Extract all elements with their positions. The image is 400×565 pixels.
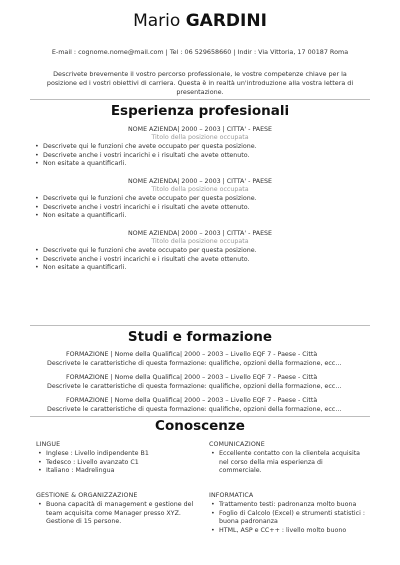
- list-item: • Non esitate a quantificarli.: [33, 212, 257, 221]
- divider: [30, 325, 370, 326]
- list-item: • Inglese : Livello indipendente B1: [36, 450, 194, 459]
- communication-list: [209, 450, 367, 476]
- skill-heading-communication: COMUNICAZIONE: [209, 441, 265, 448]
- list-item: • Non esitate a quantificarli.: [33, 160, 257, 169]
- job-heading: NOME AZIENDA| 2000 – 2003 | CITTA' - PAESE: [127, 178, 273, 185]
- management-list: [36, 501, 194, 527]
- education-heading: FORMAZIONE | Nome della Qualifica| 2000 – 2003 – Livello EQF 7 - Paese - Città: [66, 397, 318, 404]
- education-description: Descrivete le caratteristiche di questa formazione: qualifiche, opzioni della formazione, ecc…: [47, 360, 342, 367]
- list-item: • Descrivete anche i vostri incarichi e i risultati che avete ottenuto.: [33, 204, 257, 213]
- divider: [30, 99, 370, 100]
- skill-heading-languages: LINGUE: [36, 441, 61, 448]
- job-bullets: [33, 195, 257, 221]
- section-title-education: Studi e formazione: [127, 329, 273, 345]
- list-item: • Descrivete qui le funzioni che avete occupato per questa posizione.: [33, 195, 257, 204]
- list-item: • Descrivete anche i vostri incarichi e i risultati che avete ottenuto.: [33, 256, 257, 265]
- education-heading: FORMAZIONE | Nome della Qualifica| 2000 – 2003 – Livello EQF 7 - Paese - Città: [66, 374, 318, 381]
- job-position: Titolo della posizione occupata: [151, 186, 249, 193]
- candidate-name: [0, 10, 400, 32]
- section-title-experience: Esperienza profesionali: [110, 103, 290, 119]
- job-position: Titolo della posizione occupata: [151, 238, 249, 245]
- job-heading: NOME AZIENDA| 2000 – 2003 | CITTA' - PAESE: [127, 126, 273, 133]
- skill-heading-management: GESTIONE & ORGANIZZAZIONE: [36, 492, 138, 499]
- job-heading: NOME AZIENDA| 2000 – 2003 | CITTA' - PAESE: [127, 230, 273, 237]
- list-item: • Italiano : Madrelingua: [36, 467, 194, 476]
- list-item: • Buona capacità di management e gestione del team acquisita come Manager presso XYZ. Gestione di 15 persone.: [36, 501, 194, 527]
- education-description: Descrivete le caratteristiche di questa formazione: qualifiche, opzioni della formazione, ecc…: [47, 383, 342, 390]
- list-item: • Eccellente contatto con la clientela acquisita nel corso della mia esperienza di commerciale.: [209, 450, 367, 476]
- list-item: • Descrivete qui le funzioni che avete occupato per questa posizione.: [33, 247, 257, 256]
- list-item: • Non esitate a quantificarli.: [33, 264, 257, 273]
- job-bullets: [33, 143, 257, 169]
- languages-list: [36, 450, 194, 476]
- skill-heading-it: INFORMATICA: [209, 492, 254, 499]
- list-item: • Foglio di Calcolo (Excel) e strumenti statistici : buona padronanza: [209, 510, 367, 527]
- divider: [30, 416, 370, 417]
- it-list: [209, 501, 367, 535]
- last-name: GARDINI: [185, 11, 267, 31]
- list-item: • Descrivete anche i vostri incarichi e i risultati che avete ottenuto.: [33, 152, 257, 161]
- first-name: Mario: [133, 11, 181, 31]
- section-title-skills: Conoscenze: [155, 418, 245, 434]
- list-item: • Descrivete qui le funzioni che avete occupato per questa posizione.: [33, 143, 257, 152]
- professional-summary: Descrivete brevemente il vostro percorso professionale, le vostre competenze chiave per la posizione ed i vostri obiettivi di carriera. Questa è in realtà un'introduzione alla vostra lettera di presentazione.: [46, 70, 354, 96]
- contact-line: E-mail : cognome.nome@mail.com | Tel : 06 529658660 | Indir : Via Vittoria, 17 00187 Roma: [51, 48, 349, 56]
- education-description: Descrivete le caratteristiche di questa formazione: qualifiche, opzioni della formazione, ecc…: [47, 406, 342, 413]
- list-item: • Trattamento testi: padronanza molto buona: [209, 501, 367, 510]
- list-item: • HTML, ASP e CC++ : livello molto buono: [209, 527, 367, 536]
- job-position: Titolo della posizione occupata: [151, 134, 249, 141]
- job-bullets: [33, 247, 257, 273]
- list-item: • Tedesco : Livello avanzato C1: [36, 459, 194, 468]
- education-heading: FORMAZIONE | Nome della Qualifica| 2000 – 2003 – Livello EQF 7 - Paese - Città: [66, 351, 318, 358]
